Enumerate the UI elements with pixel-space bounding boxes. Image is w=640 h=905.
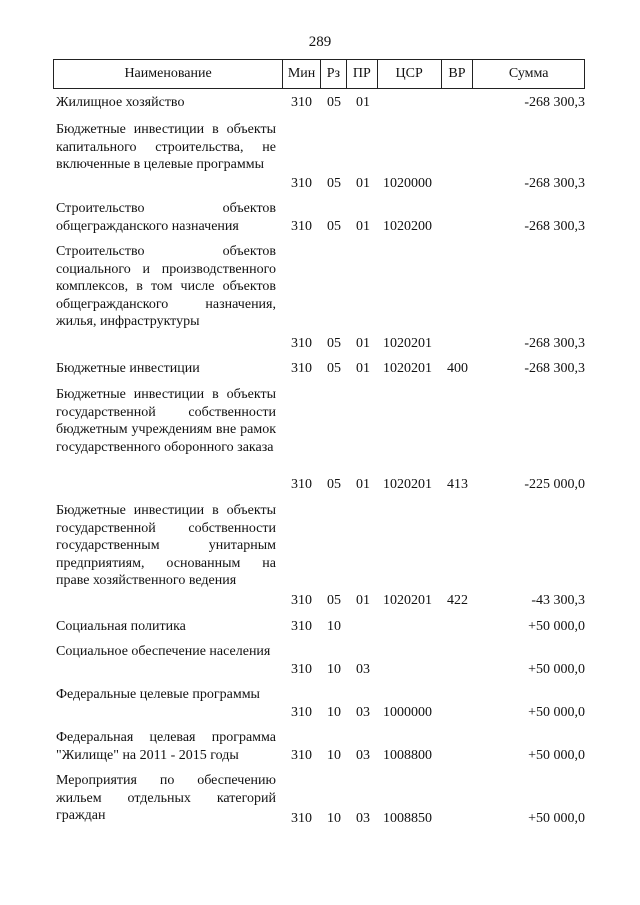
row-rz: 05 — [327, 219, 341, 235]
row-rz: 05 — [327, 361, 341, 377]
row-min: 310 — [291, 336, 312, 352]
row-name: Бюджетные инвестиции — [56, 361, 200, 376]
row-rz: 10 — [327, 619, 341, 635]
column-header-rz: Рз — [320, 60, 346, 88]
row-csr: 1000000 — [383, 705, 432, 721]
row-rz: 10 — [327, 705, 341, 721]
row-sum: -43 300,3 — [531, 593, 585, 609]
row-csr: 1008850 — [383, 811, 432, 827]
row-csr: 1020201 — [383, 593, 432, 609]
row-csr: 1008800 — [383, 748, 432, 764]
row-sum: +50 000,0 — [528, 811, 585, 827]
column-header-vr: ВР — [441, 60, 473, 88]
row-csr: 1020201 — [383, 477, 432, 493]
row-pr: 01 — [356, 95, 370, 111]
row-min: 310 — [291, 748, 312, 764]
row-vr: 422 — [447, 593, 468, 609]
row-pr: 03 — [356, 705, 370, 721]
row-pr: 01 — [356, 219, 370, 235]
row-name: Бюджетные инвестиции в объекты государственной собственности государственным унитарным предприятиям, основанным на праве хозяйственного ведения — [56, 503, 276, 589]
row-sum: -268 300,3 — [524, 176, 585, 192]
row-rz: 05 — [327, 336, 341, 352]
table-header — [53, 59, 585, 89]
row-name: Бюджетные инвестиции в объекты капитального строительства, не включенные в целевые программы — [56, 122, 276, 173]
row-rz: 05 — [327, 176, 341, 192]
table-row — [53, 94, 585, 112]
row-sum: +50 000,0 — [528, 705, 585, 721]
row-sum: -268 300,3 — [524, 336, 585, 352]
row-min: 310 — [291, 662, 312, 678]
row-min: 310 — [291, 219, 312, 235]
row-name: Жилищное хозяйство — [56, 95, 185, 110]
row-csr: 1020200 — [383, 219, 432, 235]
table-row — [53, 643, 585, 679]
row-rz: 05 — [327, 593, 341, 609]
row-name: Мероприятия по обеспечению жильем отдельных категорий граждан — [56, 773, 276, 824]
row-min: 310 — [291, 593, 312, 609]
row-min: 310 — [291, 705, 312, 721]
row-pr: 01 — [356, 477, 370, 493]
row-sum: -225 000,0 — [524, 477, 585, 493]
row-name: Социальное обеспечение населения — [56, 644, 271, 659]
table-row — [53, 360, 585, 378]
column-header-name: Наименование — [124, 66, 212, 81]
column-header-sum: Сумма — [472, 60, 584, 88]
row-sum: +50 000,0 — [528, 662, 585, 678]
row-min: 310 — [291, 95, 312, 111]
table-row — [53, 686, 585, 722]
row-csr: 1020000 — [383, 176, 432, 192]
row-name: Бюджетные инвестиции в объекты государственной собственности бюджетным учреждениям вне рамок государственного оборонного заказа — [56, 387, 276, 455]
row-min: 310 — [291, 477, 312, 493]
row-sum: +50 000,0 — [528, 748, 585, 764]
row-rz: 10 — [327, 811, 341, 827]
row-sum: +50 000,0 — [528, 619, 585, 635]
row-sum: -268 300,3 — [524, 219, 585, 235]
row-pr: 03 — [356, 811, 370, 827]
table-row — [53, 772, 585, 828]
row-rz: 05 — [327, 95, 341, 111]
row-rz: 10 — [327, 662, 341, 678]
row-name: Строительство объектов социального и производственного комплексов, в том числе объектов общегражданского назначения, жилья, инфраструктуры — [56, 244, 276, 330]
table-row — [53, 243, 585, 353]
row-vr: 413 — [447, 477, 468, 493]
row-name: Строительство объектов общегражданского назначения — [56, 201, 276, 234]
row-pr: 01 — [356, 361, 370, 377]
table-row — [53, 729, 585, 765]
table-row — [53, 200, 585, 236]
page-number: 289 — [308, 34, 332, 50]
column-header-pr: ПР — [346, 60, 377, 88]
table-row — [53, 618, 585, 636]
row-name: Федеральные целевые программы — [56, 687, 260, 702]
row-csr: 1020201 — [383, 361, 432, 377]
row-pr: 03 — [356, 748, 370, 764]
row-min: 310 — [291, 811, 312, 827]
row-min: 310 — [291, 361, 312, 377]
row-rz: 10 — [327, 748, 341, 764]
row-vr: 400 — [447, 361, 468, 377]
table-row — [53, 502, 585, 610]
column-header-csr: ЦСР — [377, 60, 441, 88]
row-name: Социальная политика — [56, 619, 186, 634]
column-header-min: Мин — [282, 60, 320, 88]
row-rz: 05 — [327, 477, 341, 493]
row-pr: 01 — [356, 593, 370, 609]
table-row — [53, 121, 585, 193]
row-sum: -268 300,3 — [524, 95, 585, 111]
row-pr: 03 — [356, 662, 370, 678]
table-row — [53, 386, 585, 494]
row-csr: 1020201 — [383, 336, 432, 352]
row-pr: 01 — [356, 176, 370, 192]
row-pr: 01 — [356, 336, 370, 352]
row-sum: -268 300,3 — [524, 361, 585, 377]
row-min: 310 — [291, 176, 312, 192]
row-name: Федеральная целевая программа "Жилище" на 2011 - 2015 годы — [56, 730, 276, 763]
row-min: 310 — [291, 619, 312, 635]
